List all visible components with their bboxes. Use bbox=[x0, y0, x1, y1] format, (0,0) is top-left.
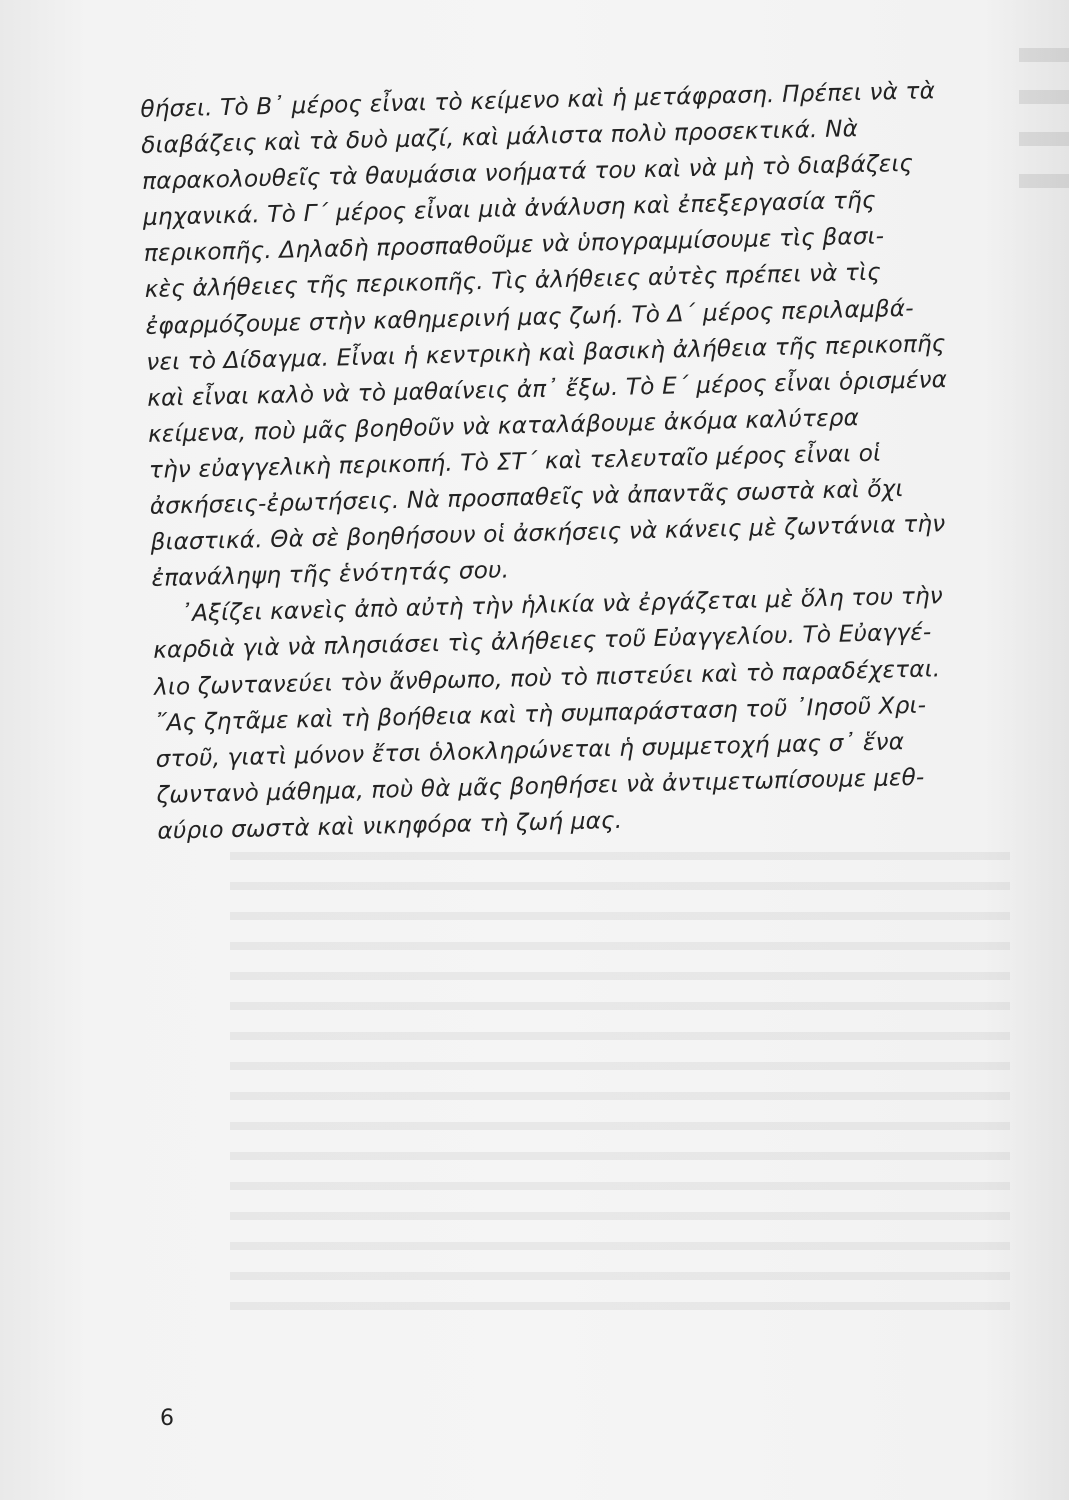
paragraph-1 bbox=[140, 72, 1002, 597]
page-number: 6 bbox=[160, 1406, 174, 1431]
text-line: ἐπανάληψη τῆς ἑνότητάς σου. bbox=[151, 556, 510, 593]
text-line: διαβάζεις καὶ τὰ δυὸ μαζί, καὶ μάλιστα πολὺ προσεκτικά. Νὰ bbox=[140, 115, 859, 160]
adjacent-page-edge bbox=[1019, 20, 1069, 210]
text-line: ζωντανὸ μάθημα, ποὺ θὰ μᾶς βοηθήσει νὰ ἀντιμετωπίσουμε μεθ- bbox=[156, 763, 925, 809]
text-line: θήσει. Τὸ Β᾽ μέρος εἶναι τὸ κείμενο καὶ ἡ μετάφραση. Πρέπει νὰ τὰ bbox=[140, 77, 936, 123]
text-line: κὲς ἀλήθειες τῆς περικοπῆς. Τὶς ἀλήθειες αὐτὲς πρέπει νὰ τὶς bbox=[144, 259, 882, 304]
text-line: λιο ζωντανεύει τὸν ἄνθρωπο, ποὺ τὸ πιστεύει καὶ τὸ παραδέχεται. bbox=[153, 654, 941, 701]
bleed-through-text bbox=[230, 830, 1010, 1310]
body-text bbox=[140, 72, 1008, 850]
text-line: νει τὸ Δίδαγμα. Εἶναι ἡ κεντρικὴ καὶ βασικὴ ἀλήθεια τῆς περικοπῆς bbox=[146, 329, 946, 376]
text-line: τὴν εὐαγγελικὴ περικοπή. Τὸ ΣΤ΄ καὶ τελευταῖο μέρος εἶναι οἱ bbox=[148, 439, 882, 484]
text-line: καρδιὰ γιὰ νὰ πλησιάσει τὶς ἀλήθειες τοῦ Εὐαγγελίου. Τὸ Εὐαγγέ- bbox=[152, 618, 932, 665]
text-line: αύριο σωστὰ καὶ νικηφόρα τὴ ζωή μας. bbox=[157, 806, 623, 845]
paragraph-2 bbox=[152, 577, 1008, 850]
text-line: ἐφαρμόζουμε στὴν καθημερινή μας ζωή. Τὸ Δ΄ μέρος περιλαμβά- bbox=[145, 294, 914, 340]
text-line: περικοπῆς. Δηλαδὴ προσπαθοῦμε νὰ ὑπογραμμίσουμε τὶς βασι- bbox=[143, 222, 885, 268]
text-line: ῎Ας ζητᾶμε καὶ τὴ βοήθεια καὶ τὴ συμπαράσταση τοῦ ᾽Ιησοῦ Χρι- bbox=[154, 691, 927, 737]
text-line: στοῦ, γιατὶ μόνον ἔτσι ὁλοκληρώνεται ἡ συμμετοχή μας σ᾽ ἕνα bbox=[155, 727, 905, 773]
text-line: μηχανικά. Τὸ Γ΄ μέρος εἶναι μιὰ ἀνάλυση καὶ ἐπεξεργασία τῆς bbox=[142, 186, 877, 232]
text-line: ᾽Αξίζει κανεὶς ἀπὸ αὐτὴ τὴν ἡλικία νὰ ἐργάζεται μὲ ὅλη του τὴν bbox=[179, 582, 944, 628]
text-line: ἀσκήσεις-ἐρωτήσεις. Νὰ προσπαθεῖς νὰ ἀπαντᾶς σωστὰ καὶ ὄχι bbox=[149, 475, 904, 520]
text-line: κείμενα, ποὺ μᾶς βοηθοῦν νὰ καταλάβουμε ἀκόμα καλύτερα bbox=[147, 403, 860, 448]
text-line: βιαστικά. Θὰ σὲ βοηθήσουν οἱ ἀσκήσεις νὰ κάνεις μὲ ζωντάνια τὴν bbox=[150, 510, 946, 556]
text-line: παρακολουθεῖς τὰ θαυμάσια νοήματά του καὶ νὰ μὴ τὸ διαβάζεις bbox=[141, 149, 914, 196]
text-line: καὶ εἶναι καλὸ νὰ τὸ μαθαίνεις ἀπ᾽ ἔξω. Τὸ Ε΄ μέρος εἶναι ὁρισμένα bbox=[146, 365, 948, 412]
